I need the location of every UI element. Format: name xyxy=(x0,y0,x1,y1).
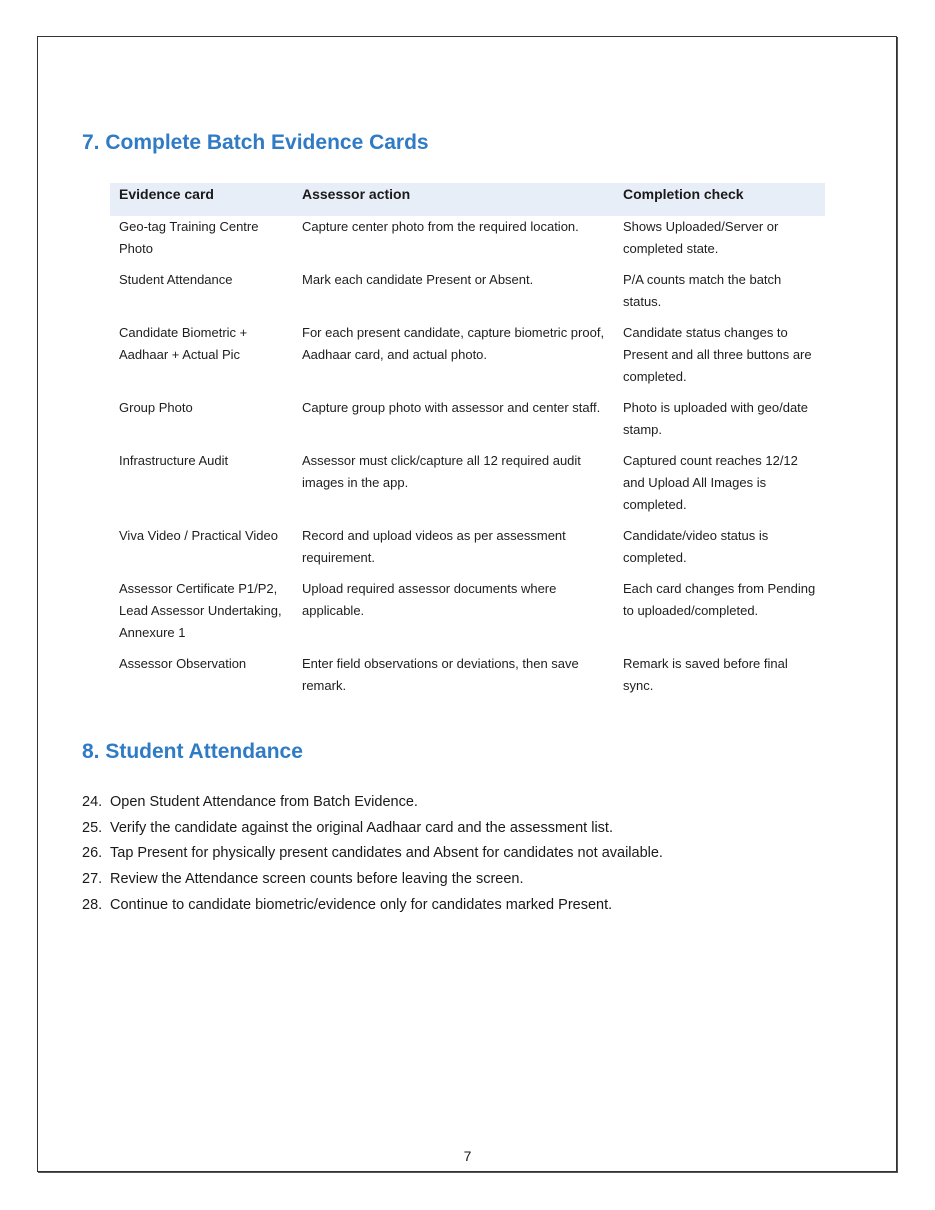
column-header-evidence-card: Evidence card xyxy=(110,183,293,216)
cell-evidence-card: Group Photo xyxy=(119,400,193,415)
page-number: 7 xyxy=(463,1148,472,1164)
cell-completion-check: Shows Uploaded/Server or completed state. xyxy=(623,219,779,256)
cell-completion-check: Candidate status changes to Present and all three buttons are completed. xyxy=(623,325,812,384)
cell-completion-check: Remark is saved before final sync. xyxy=(623,656,788,693)
section-title-evidence-cards: 7. Complete Batch Evidence Cards xyxy=(82,131,429,154)
table-row xyxy=(110,578,825,653)
cell-completion-check: P/A counts match the batch status. xyxy=(623,272,782,309)
list-item xyxy=(82,867,663,893)
step-text: Tap Present for physically present candidates and Absent for candidates not available. xyxy=(110,845,663,862)
table-row xyxy=(110,322,825,397)
step-number: 24. xyxy=(82,794,103,810)
cell-evidence-card: Infrastructure Audit xyxy=(119,453,229,468)
cell-assessor-action: Mark each candidate Present or Absent. xyxy=(302,272,534,287)
table-row xyxy=(110,216,825,269)
list-item xyxy=(82,816,663,842)
evidence-cards-table xyxy=(110,183,825,706)
cell-completion-check: Candidate/video status is completed. xyxy=(623,528,769,565)
column-header-assessor-action: Assessor action xyxy=(293,183,614,216)
cell-assessor-action: Enter field observations or deviations, then save remark. xyxy=(302,656,579,693)
step-text: Open Student Attendance from Batch Evidence. xyxy=(110,794,418,810)
column-header-completion-check: Completion check xyxy=(614,183,825,216)
cell-evidence-card: Assessor Observation xyxy=(119,656,247,671)
step-number: 27. xyxy=(82,871,103,888)
list-item xyxy=(82,893,663,919)
cell-assessor-action: Capture center photo from the required location. xyxy=(302,219,579,234)
table-row xyxy=(110,653,825,706)
cell-completion-check: Each card changes from Pending to uploaded/completed. xyxy=(623,581,816,618)
table-row xyxy=(110,397,825,450)
cell-evidence-card: Assessor Certificate P1/P2, Lead Assessor Undertaking, Annexure 1 xyxy=(119,581,282,640)
cell-evidence-card: Student Attendance xyxy=(119,272,233,287)
cell-assessor-action: For each present candidate, capture biometric proof, Aadhaar card, and actual photo. xyxy=(302,325,605,362)
step-text: Review the Attendance screen counts before leaving the screen. xyxy=(110,871,524,888)
cell-assessor-action: Record and upload videos as per assessment requirement. xyxy=(302,528,566,565)
attendance-steps-list xyxy=(82,790,663,919)
table-header-row xyxy=(110,183,825,216)
step-text: Verify the candidate against the original Aadhaar card and the assessment list. xyxy=(110,819,613,836)
table-row xyxy=(110,450,825,525)
cell-assessor-action: Upload required assessor documents where applicable. xyxy=(302,581,557,618)
step-number: 26. xyxy=(82,845,103,862)
cell-evidence-card: Geo-tag Training Centre Photo xyxy=(119,219,259,256)
list-item xyxy=(82,790,663,816)
step-text: Continue to candidate biometric/evidence only for candidates marked Present. xyxy=(110,896,613,913)
step-number: 28. xyxy=(82,896,103,913)
cell-assessor-action: Assessor must click/capture all 12 required audit images in the app. xyxy=(302,453,581,490)
cell-assessor-action: Capture group photo with assessor and center staff. xyxy=(302,400,601,415)
table-row xyxy=(110,525,825,578)
cell-completion-check: Photo is uploaded with geo/date stamp. xyxy=(623,400,809,437)
list-item xyxy=(82,841,663,867)
section-title-student-attendance: 8. Student Attendance xyxy=(82,740,303,763)
table-row xyxy=(110,269,825,322)
cell-evidence-card: Viva Video / Practical Video xyxy=(119,528,278,543)
step-number: 25. xyxy=(82,819,103,836)
cell-evidence-card: Candidate Biometric + Aadhaar + Actual Pic xyxy=(119,325,248,362)
cell-completion-check: Captured count reaches 12/12 and Upload All Images is completed. xyxy=(623,453,798,512)
